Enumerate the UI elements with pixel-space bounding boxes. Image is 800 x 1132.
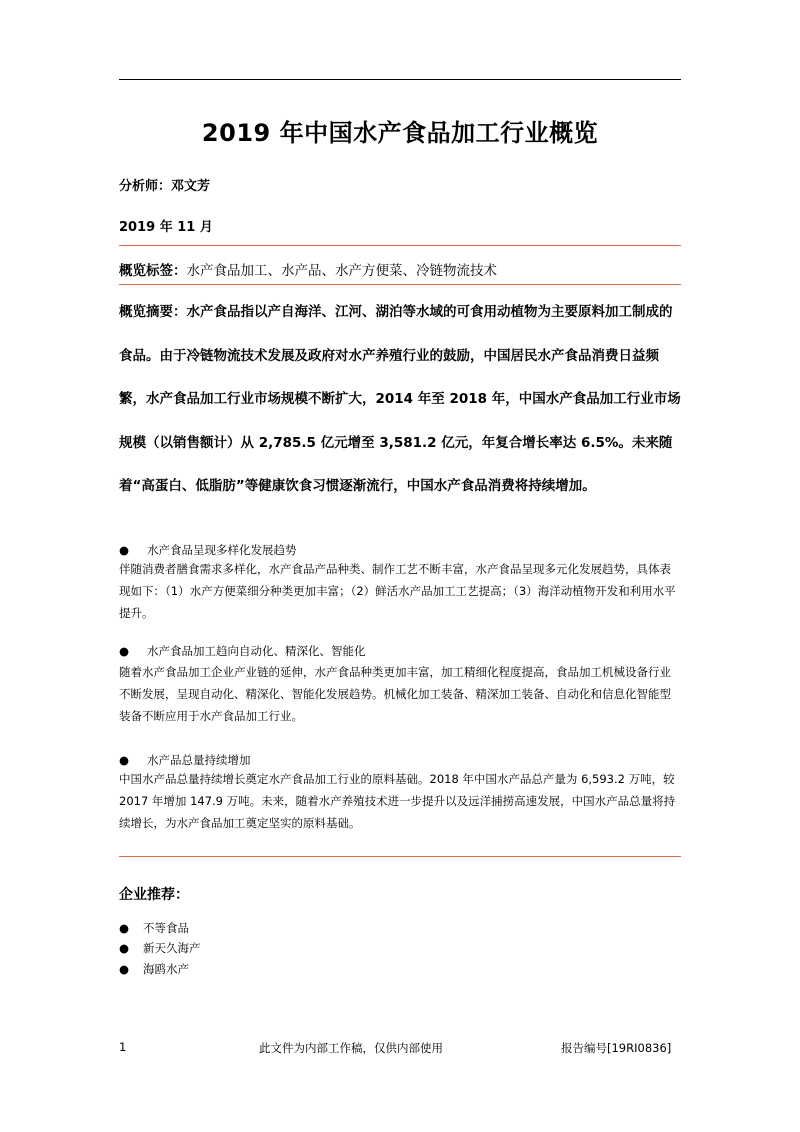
bullet-icon: ●	[119, 962, 130, 976]
report-number: 报告编号[19RI0836]	[561, 1041, 672, 1055]
bullet-icon: ●	[119, 543, 130, 557]
bullet-icon: ●	[119, 753, 130, 767]
overview-tags	[119, 259, 497, 279]
bullet-icon: ●	[119, 921, 130, 935]
page-title: 2019 年中国水产食品加工行业概览	[201, 119, 599, 147]
overview-abstract: 概览摘要：水产食品指以产自海洋、江河、湖泊等水域的可食用动植物为主要原料加工制成的食品。由于冷链物流技术发展及政府对水产养殖行业的鼓励，中国居民水产食品消费日益频繁，水产食品加工行业市场规模不断扩大，2014 年至 2018 年，中国水产食品加工行业市场规模（以销售额计）从 2,785.5 亿元增至 3,581.2 亿元，年复合增长率达 6.5%。未来随着“高蛋白、低脂肪”等健康饮食习惯逐渐流行，中国水产食品消费将持续增加。	[119, 304, 681, 494]
header-rule	[119, 79, 681, 80]
trend-heading	[119, 643, 366, 659]
trend-heading	[119, 542, 297, 558]
report-date: 2019 年 11 月	[119, 220, 213, 235]
recommend-item	[119, 940, 201, 956]
analyst: 分析师：邓文芳	[119, 179, 211, 194]
footer-notice: 此文件为内部工作稿，仅供内部使用	[259, 1041, 443, 1055]
recommend-title: 企业推荐：	[119, 887, 189, 903]
tags-label: 概览标签：	[119, 263, 187, 279]
trend-heading-text: 水产品总量持续增加	[147, 753, 251, 767]
trend-body: 中国水产品总量持续增长奠定水产食品加工行业的原料基础。2018 年中国水产品总产量为 6,593.2 万吨，较 2017 年增加 147.9 万吨。未来，随着水产养殖技术进一步提升以及远洋捕捞高速发展，中国水产品总量将持续增长，为水产食品加工奠定坚实的原料基础。	[119, 772, 676, 830]
divider-tags	[119, 284, 681, 285]
divider-bottom	[119, 856, 681, 857]
recommend-item-text: 不等食品	[143, 921, 189, 935]
recommend-item-text: 海鸥水产	[143, 962, 189, 976]
recommend-item	[119, 920, 189, 936]
divider-top	[119, 245, 681, 246]
trend-heading-text: 水产食品加工趋向自动化、精深化、智能化	[147, 644, 366, 658]
trend-body: 伴随消费者膳食需求多样化，水产食品产品种类、制作工艺不断丰富，水产食品呈现多元化发展趋势，具体表现如下：（1）水产方便菜细分种类更加丰富；（2）鲜活水产品加工工艺提高；（3）海洋动植物开发和利用水平提升。	[119, 562, 676, 620]
bullet-icon: ●	[119, 941, 130, 955]
trend-heading	[119, 752, 251, 768]
recommend-item-text: 新天久海产	[143, 941, 201, 955]
recommend-item	[119, 961, 189, 977]
tags-value: 水产食品加工、水产品、水产方便菜、冷链物流技术	[186, 263, 497, 279]
page-number: 1	[119, 1040, 127, 1054]
trend-heading-text: 水产食品呈现多样化发展趋势	[147, 543, 297, 557]
trend-body: 随着水产食品加工企业产业链的延伸，水产食品种类更加丰富，加工精细化程度提高，食品加工机械设备行业不断发展，呈现自动化、精深化、智能化发展趋势。机械化加工装备、精深加工装备、自动化和信息化智能型装备不断应用于水产食品加工行业。	[119, 665, 671, 723]
bullet-icon: ●	[119, 644, 130, 658]
